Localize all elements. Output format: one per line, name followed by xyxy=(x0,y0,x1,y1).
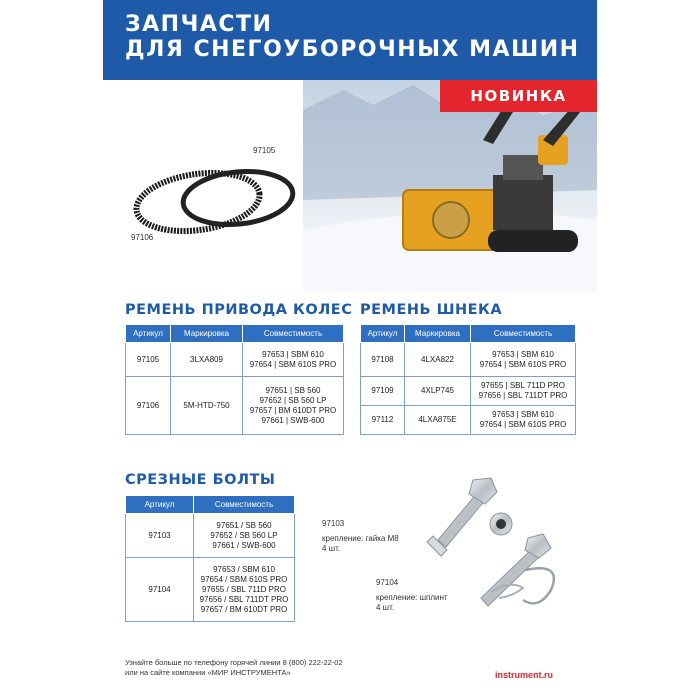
auger-belt-table xyxy=(360,324,576,435)
compat-line: 97655 / SBL 711D PRO xyxy=(201,584,287,594)
marking-cell: 4LXA822 xyxy=(405,343,471,377)
compat-cell xyxy=(471,343,576,377)
marking-cell: 3LXA809 xyxy=(171,343,243,377)
marking-cell: 4XLP745 xyxy=(405,377,471,406)
compat-cell xyxy=(243,377,344,435)
article-cell: 97106 xyxy=(126,377,171,435)
compat-line: 97654 | SBM 610S PRO xyxy=(479,420,567,429)
belt-label-bottom: 97106 xyxy=(131,233,154,242)
marking-cell: 4LXA875E xyxy=(405,406,471,435)
wheel-belt-title: РЕМЕНЬ ПРИВОДА КОЛЕС xyxy=(125,302,353,318)
shear-bolts-title: СРЕЗНЫЕ БОЛТЫ xyxy=(125,472,276,488)
col-header: Совместимость xyxy=(194,496,295,514)
col-header: Артикул xyxy=(126,325,171,343)
footer-line2: или на сайте компании «МИР ИНСТРУМЕНТА» xyxy=(125,668,291,677)
compat-line: 97661 | SWB-600 xyxy=(261,415,325,425)
compat-cell xyxy=(194,514,295,558)
page-title-line1: ЗАПЧАСТИ xyxy=(125,12,273,37)
compat-line: 97656 | SBL 711DT PRO xyxy=(478,391,568,400)
belts-image xyxy=(128,140,298,255)
compat-line: 97657 / BM 610DT PRO xyxy=(200,604,288,614)
compat-line: 97652 / SB 560 LP xyxy=(210,530,278,540)
bolt2-article-label: 97104 xyxy=(376,578,399,587)
article-cell: 97105 xyxy=(126,343,171,377)
compat-line: 97656 / SBL 711DT PRO xyxy=(199,594,289,604)
page-title-line2: ДЛЯ СНЕГОУБОРОЧНЫХ МАШИН xyxy=(125,37,580,62)
bolt2-qty-label: 4 шт. xyxy=(376,603,395,612)
table-row xyxy=(361,377,576,406)
footer-line1: Узнайте больше по телефону горячей линии 8 (800) 222-22-02 xyxy=(125,658,343,667)
shear-bolts-table xyxy=(125,495,295,622)
table-row xyxy=(126,343,344,377)
bolt2-mount-label: крепление: шплинт xyxy=(376,593,448,602)
article-cell: 97103 xyxy=(126,514,194,558)
compat-cell xyxy=(243,343,344,377)
page-header xyxy=(103,0,597,80)
compat-line: 97654 / SBM 610S PRO xyxy=(200,574,288,584)
compat-line: 97657 | BM 610DT PRO xyxy=(249,405,337,415)
bolt1-article-label: 97103 xyxy=(322,519,345,528)
marking-cell: 5M-HTD-750 xyxy=(171,377,243,435)
article-cell: 97104 xyxy=(126,558,194,622)
compat-line: 97654 | SBM 610S PRO xyxy=(479,359,567,369)
compat-cell xyxy=(194,558,295,622)
compat-line: 97653 | SBM 610 xyxy=(262,349,324,359)
compat-line: 97653 | SBM 610 xyxy=(492,410,554,419)
table-row xyxy=(361,406,576,435)
catalog-page xyxy=(103,0,597,700)
bolt1-qty-label: 4 шт. xyxy=(322,544,341,553)
compat-cell xyxy=(471,406,576,435)
belt-label-top: 97105 xyxy=(253,146,276,155)
compat-line: 97655 | SBL 711D PRO xyxy=(481,381,565,390)
compat-line: 97652 | SB 560 LP xyxy=(259,395,327,405)
bolt1-mount-label: крепление: гайка М8 xyxy=(322,534,399,543)
col-header: Артикул xyxy=(126,496,194,514)
col-header: Артикул xyxy=(361,325,405,343)
auger-belt-title: РЕМЕНЬ ШНЕКА xyxy=(360,302,503,318)
col-header: Совместимость xyxy=(471,325,576,343)
compat-line: 97661 / SWB-600 xyxy=(212,540,276,550)
table-row xyxy=(126,377,344,435)
col-header: Маркировка xyxy=(171,325,243,343)
compat-line: 97653 | SBM 610 xyxy=(492,349,554,359)
wheel-belt-table xyxy=(125,324,344,435)
article-cell: 97112 xyxy=(361,406,405,435)
article-cell: 97109 xyxy=(361,377,405,406)
article-cell: 97108 xyxy=(361,343,405,377)
table-row xyxy=(126,558,295,622)
compat-line: 97651 / SB 560 xyxy=(216,520,272,530)
col-header: Маркировка xyxy=(405,325,471,343)
table-row xyxy=(126,514,295,558)
footer-note xyxy=(125,658,343,678)
table-row xyxy=(361,343,576,377)
new-badge: НОВИНКА xyxy=(440,80,597,112)
website-link[interactable]: instrument.ru xyxy=(495,670,554,680)
compat-cell xyxy=(471,377,576,406)
compat-line: 97654 | SBM 610S PRO xyxy=(249,359,337,369)
compat-line: 97653 / SBM 610 xyxy=(213,564,275,574)
compat-line: 97651 | SB 560 xyxy=(265,385,321,395)
col-header: Совместимость xyxy=(243,325,344,343)
